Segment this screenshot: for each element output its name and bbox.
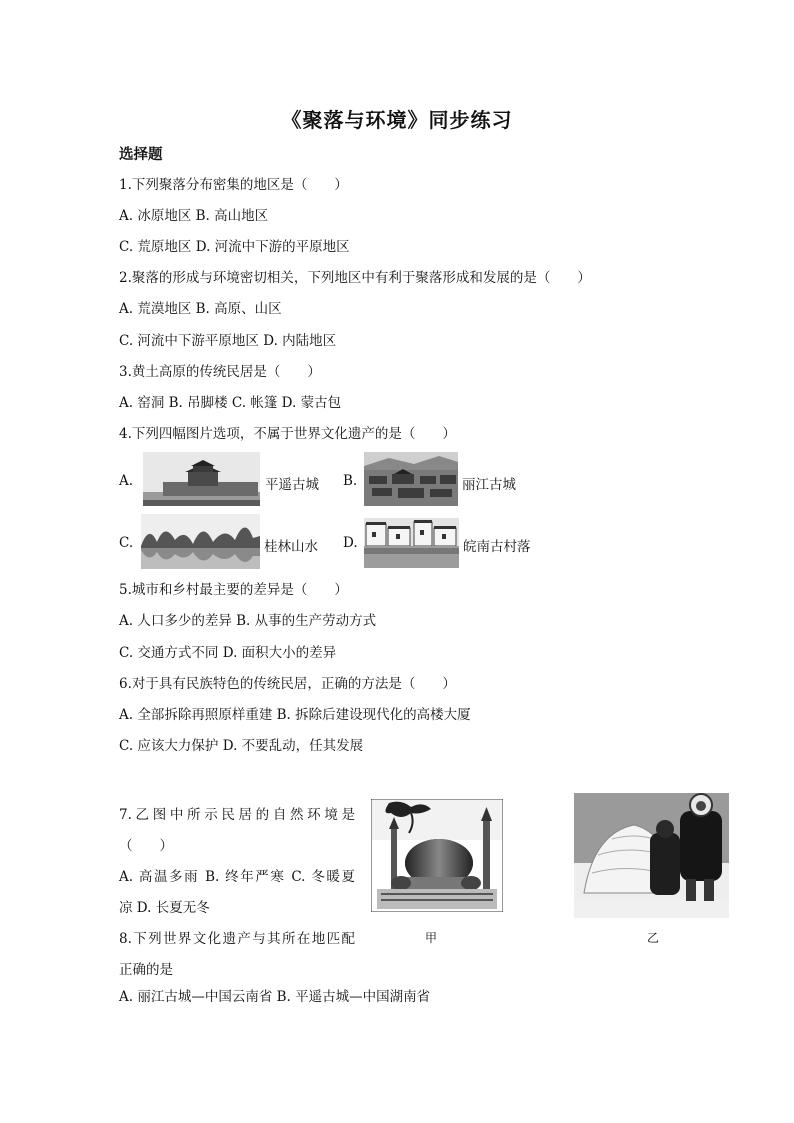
guilin-photo: [141, 514, 260, 569]
option-a-caption: 平遥古城: [265, 477, 319, 493]
question-7-line-1: 7.乙图中所示民居的自然环境是: [119, 807, 355, 823]
question-7-line-2: （ ）: [119, 838, 173, 854]
question-6-options-cd: C. 应该大力保护 D. 不要乱动，任其发展: [119, 738, 364, 754]
pingyao-photo: [143, 452, 260, 506]
question-1-options-cd: C. 荒原地区 D. 河流中下游的平原地区: [119, 239, 350, 255]
lijiang-photo: [364, 452, 458, 506]
page-title: 《聚落与环境》同步练习: [281, 108, 513, 132]
option-d-letter: D.: [343, 535, 358, 551]
question-2-stem: 2.聚落的形成与环境密切相关，下列地区中有利于聚落形成和发展的是（ ）: [119, 270, 591, 286]
question-5-options-cd: C. 交通方式不同 D. 面积大小的差异: [119, 645, 337, 661]
question-5-stem: 5.城市和乡村最主要的差异是（ ）: [119, 582, 348, 598]
option-a-letter: A.: [119, 473, 134, 489]
question-6-options-ab: A. 全部拆除再照原样重建 B. 拆除后建设现代化的高楼大厦: [119, 707, 471, 723]
question-1-stem: 1.下列聚落分布密集的地区是（ ）: [119, 177, 348, 193]
figure-label-yi: 乙: [647, 931, 660, 945]
option-c-caption: 桂林山水: [264, 539, 318, 555]
igloo-photo-yi: [574, 793, 729, 918]
option-c-letter: C.: [119, 535, 134, 551]
question-8-options-ab: A. 丽江古城—中国云南省 B. 平遥古城—中国湖南省: [119, 989, 431, 1005]
question-6-stem: 6.对于具有民族特色的传统民居，正确的方法是（ ）: [119, 676, 456, 692]
question-2-options-ab: A. 荒漠地区 B. 高原、山区: [119, 301, 282, 317]
question-7-line-3: A. 高温多雨 B. 终年严寒 C. 冬暖夏: [119, 869, 355, 885]
question-5-options-ab: A. 人口多少的差异 B. 从事的生产劳动方式: [119, 613, 377, 629]
question-4-stem: 4.下列四幅图片选项，不属于世界文化遗产的是（ ）: [119, 426, 456, 442]
question-3-stem: 3.黄土高原的传统民居是（ ）: [119, 364, 321, 380]
section-heading: 选择题: [119, 146, 163, 163]
option-b-letter: B.: [343, 473, 358, 489]
figure-label-jia: 甲: [425, 931, 438, 945]
question-1-options-ab: A. 冰原地区 B. 高山地区: [119, 208, 269, 224]
option-d-caption: 皖南古村落: [463, 539, 531, 555]
question-2-options-cd: C. 河流中下游平原地区 D. 内陆地区: [119, 333, 337, 349]
mosque-photo-jia: [371, 799, 503, 912]
question-8-text: [119, 924, 355, 986]
option-b-caption: 丽江古城: [462, 477, 516, 493]
question-3-options: A. 窑洞 B. 吊脚楼 C. 帐篷 D. 蒙古包: [119, 395, 342, 411]
question-7-line-4: 凉 D. 长夏无冬: [119, 900, 210, 916]
question-8-line-2: 正确的是: [119, 962, 173, 978]
question-7-text: [119, 800, 355, 924]
question-8-line-1: 8.下列世界文化遗产与其所在地匹配: [119, 931, 355, 947]
wannan-photo: [364, 518, 459, 568]
